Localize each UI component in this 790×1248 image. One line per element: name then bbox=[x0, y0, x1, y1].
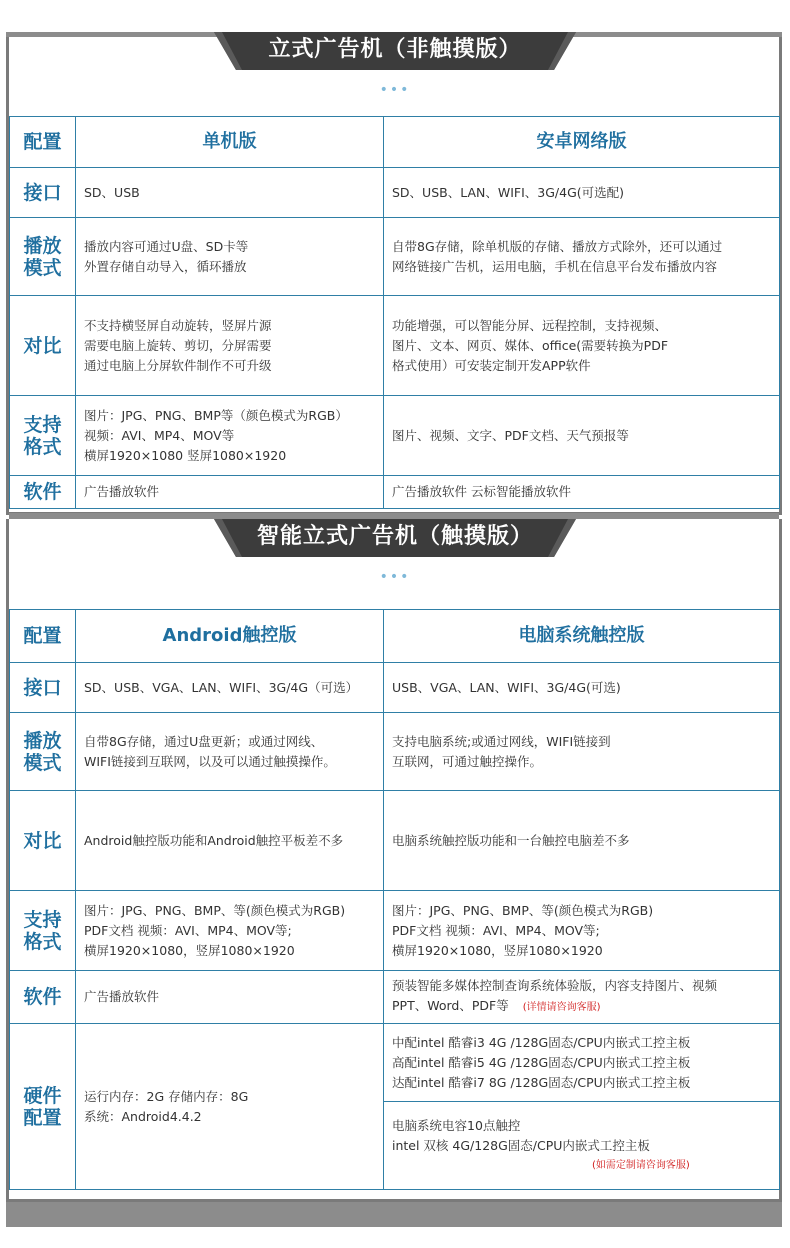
cell-line: SD、USB、VGA、LAN、WIFI、3G/4G（可选） bbox=[84, 679, 359, 695]
label-line: 模式 bbox=[23, 256, 62, 279]
cell-line: 不支持横竖屏自动旋转，竖屏片源 bbox=[84, 317, 272, 333]
table-row bbox=[10, 791, 780, 891]
cell-line: 图片：JPG、PNG、BMP等（颜色模式为RGB） bbox=[84, 407, 348, 423]
label-line: 模式 bbox=[23, 751, 62, 774]
row-label bbox=[10, 791, 76, 891]
row-label bbox=[10, 396, 76, 476]
cell-line: 图片：JPG、PNG、BMP、等(颜色模式为RGB) bbox=[392, 902, 654, 918]
label-line: 接口 bbox=[23, 181, 62, 204]
cell-line-wrap bbox=[392, 996, 779, 1018]
label-line: 播放 bbox=[23, 729, 62, 752]
row-label bbox=[10, 1024, 76, 1190]
row-col2 bbox=[384, 791, 780, 891]
row-col1 bbox=[76, 971, 384, 1024]
header-label: 配置 bbox=[10, 117, 76, 168]
row-col1 bbox=[76, 218, 384, 296]
row-label bbox=[10, 971, 76, 1024]
header-col1: 单机版 bbox=[76, 117, 384, 168]
cell-line: 运行内存：2G 存储内存：8G bbox=[84, 1088, 249, 1104]
row-label bbox=[10, 168, 76, 218]
table-header-row bbox=[10, 117, 780, 168]
section1-title: 立式广告机（非触摸版） bbox=[268, 37, 522, 62]
row-label bbox=[10, 891, 76, 971]
label-line: 对比 bbox=[23, 829, 62, 852]
table-row-hardware bbox=[10, 1024, 780, 1102]
label-line: 格式 bbox=[23, 435, 62, 458]
row-col2 bbox=[384, 396, 780, 476]
cell-line: 格式使用）可安装定制开发APP软件 bbox=[392, 357, 591, 373]
cell-line: 预装智能多媒体控制查询系统体验版，内容支持图片、视频 bbox=[392, 978, 718, 993]
cell-line: 图片、文本、网页、媒体、office(需要转换为PDF bbox=[392, 337, 669, 353]
section1-table bbox=[9, 116, 780, 509]
cell-line: PPT、Word、PDF等 bbox=[392, 998, 509, 1013]
row-col2 bbox=[384, 168, 780, 218]
label-line: 软件 bbox=[23, 986, 62, 1008]
cell-line: 网络链接广告机，运用电脑，手机在信息平台发布播放内容 bbox=[392, 258, 718, 274]
label-line: 硬件 bbox=[23, 1084, 62, 1107]
row-col1 bbox=[76, 713, 384, 791]
section2-table bbox=[9, 609, 780, 1190]
cell-line: 支持电脑系统;或通过网线，WIFI链接到 bbox=[392, 733, 611, 749]
table-row bbox=[10, 971, 780, 1024]
row-col2 bbox=[384, 713, 780, 791]
row-col1 bbox=[76, 476, 384, 509]
hardware-col2a bbox=[384, 1024, 780, 1102]
row-col2 bbox=[384, 476, 780, 509]
cell-line: 横屏1920×1080，竖屏1080×1920 bbox=[84, 942, 295, 958]
cell-line: SD、USB、LAN、WIFI、3G/4G(可选配) bbox=[392, 184, 625, 200]
label-line: 对比 bbox=[23, 334, 62, 357]
label-line: 软件 bbox=[23, 481, 62, 503]
label-line: 接口 bbox=[23, 676, 62, 699]
row-label bbox=[10, 663, 76, 713]
label-line: 支持 bbox=[23, 908, 62, 931]
header-col1: Android触控版 bbox=[76, 610, 384, 663]
row-col2 bbox=[384, 218, 780, 296]
label-line: 播放 bbox=[23, 234, 62, 257]
cell-line: 视频：AVI、MP4、MOV等 bbox=[84, 427, 235, 443]
cell-line: 横屏1920×1080 竖屏1080×1920 bbox=[84, 447, 287, 463]
cell-line: 通过电脑上分屏软件制作不可升级 bbox=[84, 357, 272, 373]
bottom-bar bbox=[6, 1202, 782, 1227]
section2-banner bbox=[214, 519, 576, 559]
cell-line: intel 双核 4G/128G固态/CPU内嵌式工控主板 bbox=[392, 1137, 650, 1153]
table-row bbox=[10, 296, 780, 396]
cell-line: SD、USB bbox=[84, 184, 140, 200]
section2-dots: ••• bbox=[379, 569, 411, 585]
cell-line: 高配intel 酷睿i5 4G /128G固态/CPU内嵌式工控主板 bbox=[392, 1054, 691, 1070]
row-col2 bbox=[384, 891, 780, 971]
cell-line: PDF文档 视频：AVI、MP4、MOV等; bbox=[392, 922, 600, 938]
cell-line: 电脑系统电容10点触控 bbox=[392, 1117, 521, 1133]
customize-note: (如需定制请咨询客服) bbox=[592, 1159, 690, 1171]
cell-line: PDF文档 视频：AVI、MP4、MOV等; bbox=[84, 922, 292, 938]
table-row bbox=[10, 713, 780, 791]
cell-line: 图片：JPG、PNG、BMP、等(颜色模式为RGB) bbox=[84, 902, 346, 918]
cell-line: 需要电脑上旋转、剪切，分屏需要 bbox=[84, 337, 272, 353]
row-col1 bbox=[76, 891, 384, 971]
cell-line: 互联网，可通过触控操作。 bbox=[392, 753, 543, 769]
label-line: 格式 bbox=[23, 930, 62, 953]
row-col2 bbox=[384, 296, 780, 396]
header-col2: 安卓网络版 bbox=[384, 117, 780, 168]
cell-line: 广告播放软件 云标智能播放软件 bbox=[392, 484, 571, 499]
cell-line: 功能增强，可以智能分屏、远程控制，支持视频、 bbox=[392, 317, 668, 333]
cell-line: USB、VGA、LAN、WIFI、3G/4G(可选) bbox=[392, 679, 621, 695]
details-note: (详情请咨询客服) bbox=[522, 1002, 601, 1013]
cell-line: 电脑系统触控版功能和一台触控电脑差不多 bbox=[392, 832, 630, 848]
cell-line: 自带8G存储，除单机版的存储、播放方式除外，还可以通过 bbox=[392, 238, 723, 254]
cell-line: 达配intel 酷睿i7 8G /128G固态/CPU内嵌式工控主板 bbox=[392, 1074, 691, 1090]
cell-line: 广告播放软件 bbox=[84, 989, 160, 1004]
header-col2: 电脑系统触控版 bbox=[384, 610, 780, 663]
label-line: 支持 bbox=[23, 413, 62, 436]
row-col1 bbox=[76, 396, 384, 476]
label-line: 配置 bbox=[23, 1106, 62, 1129]
cell-line: Android触控版功能和Android触控平板差不多 bbox=[84, 832, 344, 848]
row-col2 bbox=[384, 971, 780, 1024]
row-col1 bbox=[76, 296, 384, 396]
table-row bbox=[10, 891, 780, 971]
section1-dots: ••• bbox=[379, 82, 411, 98]
table-row bbox=[10, 218, 780, 296]
cell-line: 播放内容可通过U盘、SD卡等 bbox=[84, 238, 249, 254]
row-col1 bbox=[76, 791, 384, 891]
cell-line: 横屏1920×1080，竖屏1080×1920 bbox=[392, 942, 603, 958]
row-col1 bbox=[76, 663, 384, 713]
table-header-row bbox=[10, 610, 780, 663]
table-row bbox=[10, 396, 780, 476]
row-label bbox=[10, 476, 76, 509]
row-label bbox=[10, 713, 76, 791]
hardware-col2b bbox=[384, 1102, 780, 1190]
header-label: 配置 bbox=[10, 610, 76, 663]
row-col2 bbox=[384, 663, 780, 713]
table-row bbox=[10, 663, 780, 713]
row-label bbox=[10, 218, 76, 296]
cell-line: 中配intel 酷睿i3 4G /128G固态/CPU内嵌式工控主板 bbox=[392, 1034, 691, 1050]
table-row bbox=[10, 168, 780, 218]
row-col1 bbox=[76, 168, 384, 218]
cell-line: 自带8G存储，通过U盘更新；或通过网线、 bbox=[84, 733, 324, 749]
cell-line: 外置存储自动导入，循环播放 bbox=[84, 258, 247, 274]
row-label bbox=[10, 296, 76, 396]
cell-line: 图片、视频、文字、PDF文档、天气预报等 bbox=[392, 427, 629, 443]
cell-line: 广告播放软件 bbox=[84, 484, 160, 499]
cell-line: 系统：Android4.4.2 bbox=[84, 1108, 202, 1124]
hardware-col1 bbox=[76, 1024, 384, 1190]
cell-line: WIFI链接到互联网，以及可以通过触摸操作。 bbox=[84, 753, 336, 769]
section2-title: 智能立式广告机（触摸版） bbox=[256, 524, 533, 549]
section1-banner bbox=[214, 32, 576, 72]
table-row bbox=[10, 476, 780, 509]
